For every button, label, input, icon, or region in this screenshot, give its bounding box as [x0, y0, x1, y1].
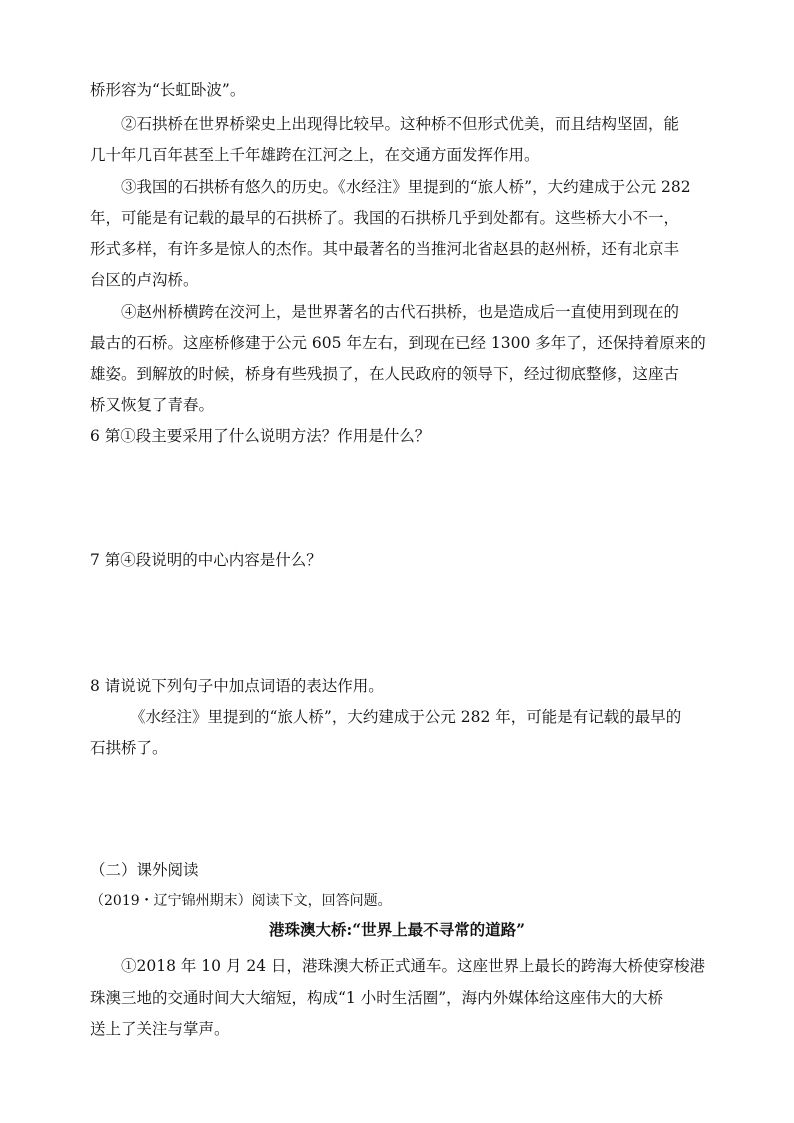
paragraph-3-line-4: 台区的卢沟桥。 — [90, 271, 199, 289]
section-2-heading: （二）课外阅读 — [90, 861, 199, 879]
question-8: 8 请说说下列句子中加点词语的表达作用。 — [90, 677, 384, 695]
question-7: 7 第④段说明的中心内容是什么？ — [90, 551, 322, 569]
article-line-3: 送上了关注与掌声。 — [90, 1020, 230, 1038]
paragraph-4-line-2: 最古的石桥。这座桥修建于公元 605 年左右，到现在已经 1300 多年了，还保持着原来的 — [90, 334, 706, 352]
paragraph-3-line-2: 年，可能是有记载的最早的石拱桥了。我国的石拱桥几乎到处都有。这些桥大小不一， — [90, 209, 680, 227]
question-8-quote-line-2: 石拱桥了。 — [90, 739, 168, 757]
paragraph-4-line-1: ④赵州桥横跨在洨河上，是世界著名的古代石拱桥，也是造成后一直使用到现在的 — [121, 303, 680, 321]
paragraph-4-line-4: 桥又恢复了青春。 — [90, 396, 215, 414]
section-2-source: （2019・辽宁锦州期末）阅读下文，回答问题。 — [90, 893, 392, 909]
paragraph-3-line-1: ③我国的石拱桥有悠久的历史。《水经注》里提到的“旅人桥”，大约建成于公元 282 — [121, 178, 691, 196]
article-line-2: 珠澳三地的交通时间大大缩短，构成“1 小时生活圈”，海内外媒体给这座伟大的大桥 — [90, 989, 664, 1007]
paragraph-2-line-1: ②石拱桥在世界桥梁史上出现得比较早。这种桥不但形式优美，而且结构坚固，能 — [121, 115, 680, 133]
paragraph-4-line-3: 雄姿。到解放的时候，桥身有些残损了，在人民政府的领导下，经过彻底整修，这座古 — [90, 365, 680, 383]
question-6: 6 第①段主要采用了什么说明方法？作用是什么？ — [90, 427, 431, 445]
paragraph-2-line-2: 几十年几百年甚至上千年雄跨在江河之上，在交通方面发挥作用。 — [90, 146, 540, 164]
question-8-quote-line-1: 《水经注》里提到的“旅人桥”，大约建成于公元 282 年，可能是有记载的最早的 — [130, 708, 682, 726]
paragraph-3-line-3: 形式多样，有许多是惊人的杰作。其中最著名的当推河北省赵县的赵州桥，还有北京丰 — [90, 240, 680, 258]
article-line-1: ①2018 年 10 月 24 日，港珠澳大桥正式通车。这座世界上最长的跨海大桥使穿梭港 — [121, 957, 706, 975]
paragraph-1-end: 桥形容为“长虹卧波”。 — [90, 81, 246, 99]
article-title: 港珠澳大桥:“世界上最不寻常的道路” — [268, 920, 526, 939]
